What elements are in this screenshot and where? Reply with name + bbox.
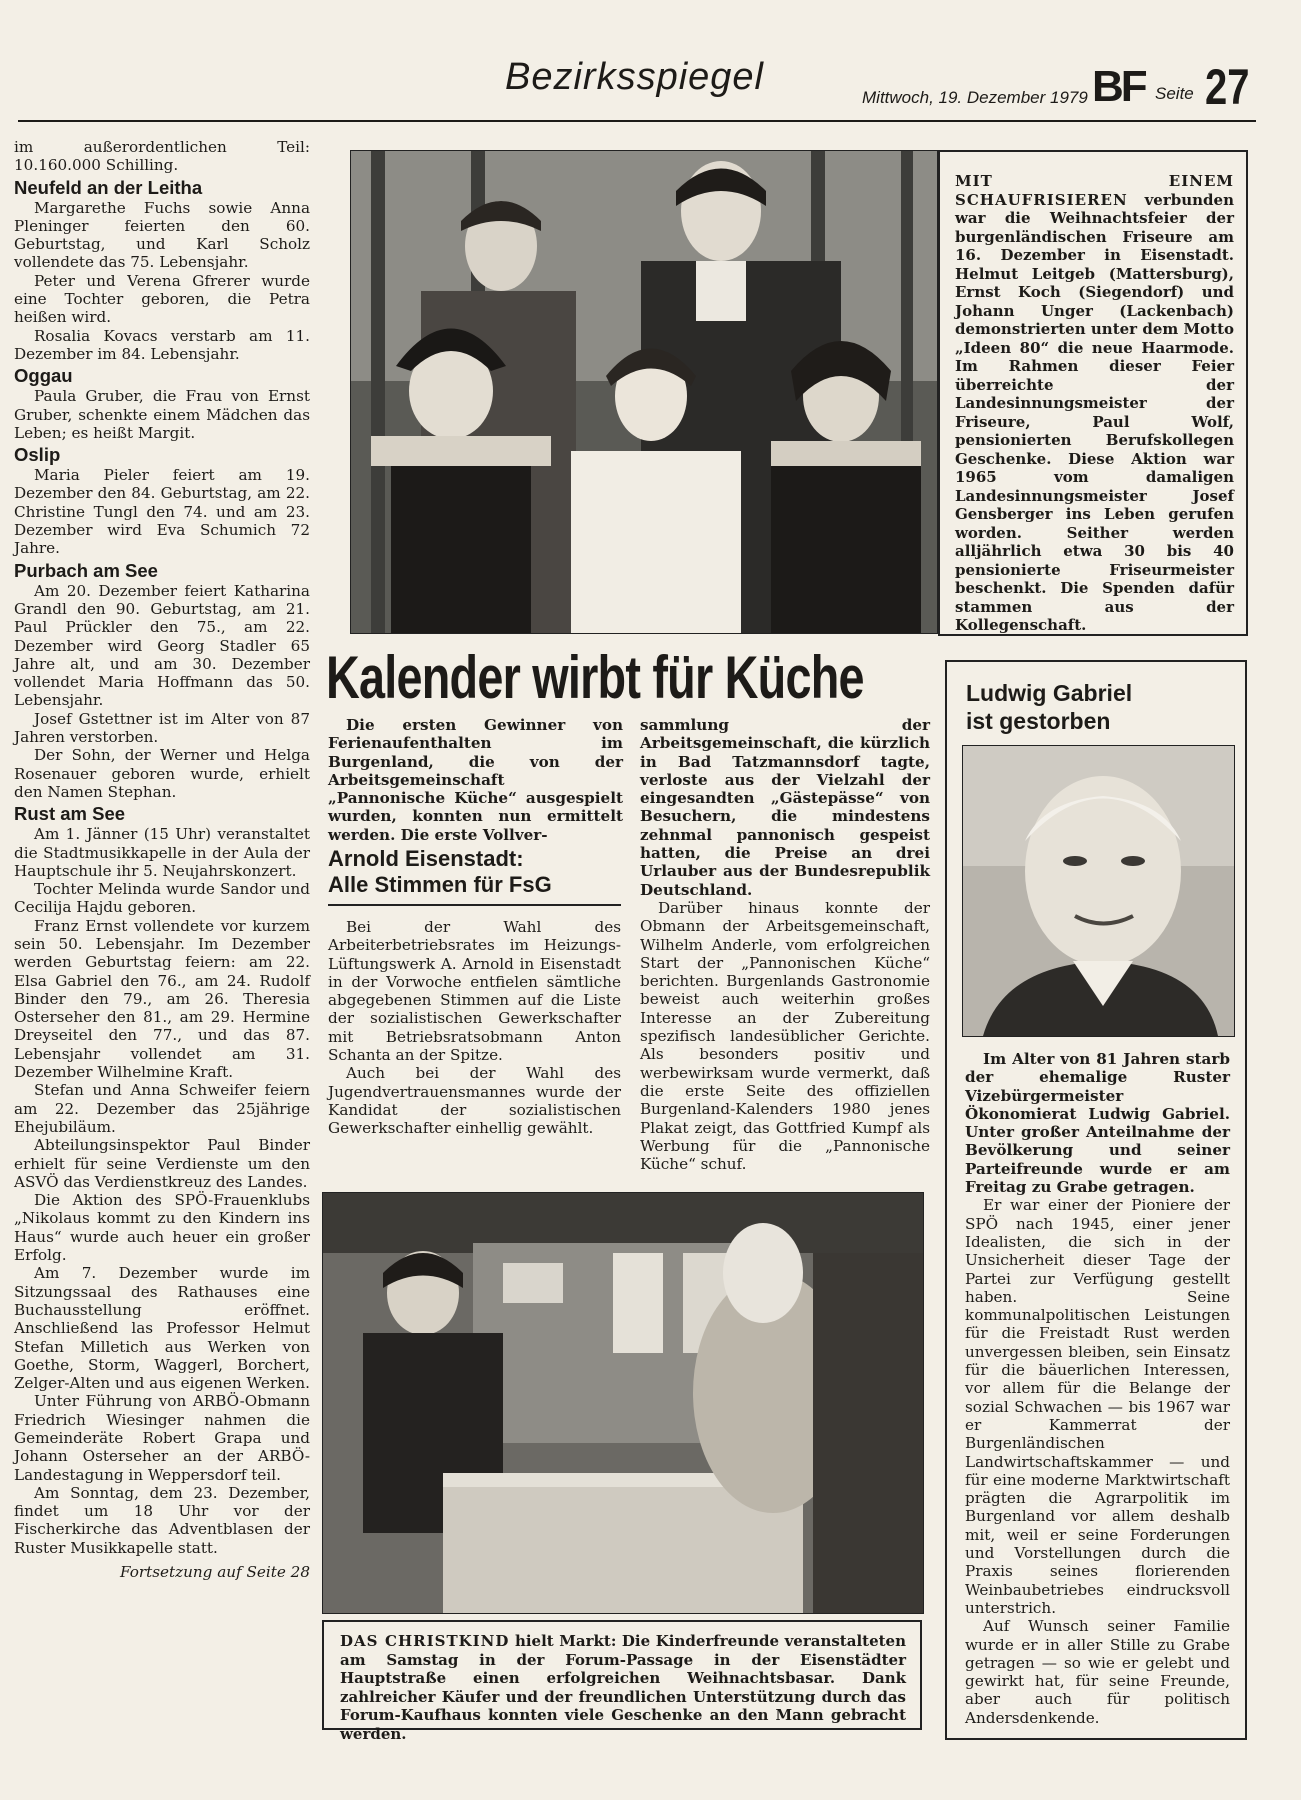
- kalender-lead-col1: [328, 716, 623, 844]
- portrait-photo: [962, 745, 1235, 1037]
- heading-rust: Rust am See: [14, 803, 126, 825]
- heading-neufeld: Neufeld an der Leitha: [14, 176, 203, 198]
- left-intro: im außerordentlichen Teil: 10.160.000 Schilling.: [14, 138, 310, 175]
- continuation-note: Fortsetzung auf Seite 28: [120, 1563, 310, 1582]
- newspaper-logo: BF: [1092, 62, 1145, 111]
- friseur-caption-box: [938, 150, 1248, 636]
- arnold-headline: [328, 846, 628, 898]
- christkind-photo-image: [323, 1193, 923, 1613]
- portrait-photo-image: [963, 746, 1234, 1036]
- header-rule: [18, 120, 1256, 122]
- page-label: Seite: [1155, 84, 1194, 103]
- paragraph: Am Sonntag, dem 23. Dezember, findet um 18 Uhr vor der Fischerkirche das Adventblasen der Ruster Musikkapelle statt.: [14, 1483, 310, 1557]
- obituary-headline-line2: ist gestorben: [966, 708, 1111, 734]
- caption-lead: MIT EINEM SCHAUFRISIEREN: [955, 172, 1234, 209]
- paragraph: Bei der Wahl des Arbeiterbetriebsrates im Heizungs-Lüftungswerk A. Arnold in Eisenstadt in der Vorwoche entfielen sämtliche abgegebenen Stimmen auf die Liste der sozialistischen Gewerkschafter mit Betriebsratsobmann Anton Schanta an der Spitze.: [328, 918, 621, 1065]
- paragraph: Am 20. Dezember feiert Katharina Grandl den 90. Geburtstag, am 21. Paul Prückler den 75., am 22. Dezember wird Georg Stadler 65 Jahre alt, und am 30. Dezember vollendet Maria Hoffmann das 50. Lebensjahr.: [14, 581, 310, 710]
- arnold-headline-line2: Alle Stimmen für FsG: [328, 872, 552, 897]
- paragraph: Tochter Melinda wurde Sandor und Cecilija Hajdu geboren.: [14, 880, 310, 917]
- local-news-column: [14, 138, 310, 1581]
- paragraph: Auf Wunsch seiner Familie wurde er in aller Stille zu Grabe getragen — so wie er gelebt und gewirkt hat, für seine Freunde, aber auch für politisch Andersdenkende.: [965, 1617, 1230, 1727]
- obituary-lead: Im Alter von 81 Jahren starb der ehemalige Ruster Vizebürgermeister Ökonomierat Ludwig Gabriel. Unter großer Anteilnahme der Bevölkerung und seiner Parteifreunde wurde er am Freitag zu Grabe getragen.: [965, 1050, 1230, 1197]
- paragraph: Am 1. Jänner (15 Uhr) veranstaltet die Stadtmusikkapelle in der Aula der Hauptschule ihr 5. Neujahrskonzert.: [14, 825, 310, 880]
- kalender-lead-text: Die ersten Gewinner von Ferienaufenthalten im Burgenland, die von der Arbeitsgemeinschaft „Pannonische Küche“ ausgespielt wurden, konnten nun ermittelt werden. Die erste Vollver-: [328, 716, 623, 844]
- paragraph: Unter Führung von ARBÖ-Obmann Friedrich Wiesinger nahmen die Gemeinderäte Robert Grapa und Johann Osterseher an der ARBÖ-Landestagung in Weppersdorf teil.: [14, 1392, 310, 1484]
- page-number: 27: [1205, 59, 1250, 115]
- paragraph: Stefan und Anna Schweifer feiern am 22. Dezember das 25jährige Ehejubiläum.: [14, 1081, 310, 1136]
- paragraph: Er war einer der Pioniere der SPÖ nach 1945, einer jener Idealisten, die sich in der Unsicherheit dieser Tage der Partei zur Verfügung gestellt haben. Seine kommunalpolitischen Leistungen für die Freistadt Rust werden unvergessen bleiben, sein Einsatz für die bäuerlichen Interessen, vor allem für die Belange der sozial Schwachen — bis 1967 war er Kammerrat der Burgenländischen Landwirtschaftskammer — und für eine moderne Marktwirtschaft prägten die Agrarpolitik im Burgenland vor allem deshalb mit, weil er seine Forderungen und Vorstellungen durch die Praxis seines florierenden Weinbaubetriebes eindrucksvoll unterstrich.: [965, 1196, 1230, 1617]
- paragraph: Peter und Verena Gfrerer wurde eine Tochter geboren, die Petra heißen wird.: [14, 271, 310, 327]
- friseur-photo: [350, 150, 938, 634]
- paragraph: Rosalia Kovacs verstarb am 11. Dezember im 84. Lebensjahr.: [14, 326, 310, 363]
- paragraph: Margarethe Fuchs sowie Anna Pleninger feierten den 60. Geburtstag, und Karl Scholz vollendete das 75. Lebensjahr.: [14, 198, 310, 272]
- paragraph: Franz Ernst vollendete vor kurzem sein 50. Lebensjahr. Im Dezember werden Geburtstag feiern: am 22. Elsa Gabriel den 76., am 24. Rudolf Binder den 79., am 26. Theresia Osterseher den 81., am 29. Hermine Dreyseitel den 77., und das 87. Lebensjahr vollendet am 31. Dezember Wilhelmine Kraft.: [14, 916, 310, 1082]
- issue-date: Mittwoch, 19. Dezember 1979: [862, 88, 1088, 107]
- obituary-headline-line1: Ludwig Gabriel: [966, 680, 1133, 706]
- friseur-photo-image: [351, 151, 937, 633]
- paragraph: Maria Pieler feiert am 19. Dezember den 84. Geburtstag, am 22. Christine Tungl den 74. und am 23. Dezember wird Eva Schumich 72 Jahre.: [14, 466, 310, 558]
- arnold-headline-line1: Arnold Eisenstadt:: [328, 846, 524, 871]
- paragraph: Am 7. Dezember wurde im Sitzungssaal des Rathauses eine Buchausstellung eröffnet. Anschließend las Professor Helmut Stefan Milletich aus Werken von Goethe, Storm, Waggerl, Borchert, Zelger-Alten und aus eigenen Werken.: [14, 1264, 310, 1393]
- paragraph: Paula Gruber, die Frau von Ernst Gruber, schenkte einem Mädchen das Leben; es heißt Margit.: [14, 387, 310, 442]
- paragraph: Josef Gstettner ist im Alter von 87 Jahren verstorben.: [14, 709, 310, 747]
- obituary-headline: [966, 679, 1132, 735]
- obituary-article: [965, 1050, 1230, 1727]
- heading-oggau: Oggau: [14, 365, 73, 387]
- paragraph: Darüber hinaus konnte der Obmann der Arbeitsgemeinschaft, Wilhelm Anderle, vom erfolgreichen Start der „Pannonischen Küche“ berichten. Burgenlands Gastronomie beweist auch weiterhin großes Interesse an der Zubereitung spezifisch landesüblicher Gerichte. Als besonders positiv und werbewirksam wurde vermerkt, daß die erste Seite des offiziellen Burgenland-Kalenders 1980 jenes Plakat zeigt, das Gottfried Kumpf als Werbung für die „Pannonische Küche“ schuf.: [640, 898, 930, 1174]
- arnold-rule: [328, 904, 621, 906]
- heading-purbach: Purbach am See: [14, 559, 158, 581]
- paragraph: Der Sohn, der Werner und Helga Rosenauer geboren wurde, erhielt den Namen Stephan.: [14, 746, 310, 801]
- paragraph: Auch bei der Wahl des Jugendvertrauensmannes wurde der Kandidat der sozialistischen Gewerkschafter einhellig gewählt.: [328, 1064, 621, 1138]
- paragraph: Die Aktion des SPÖ-Frauenklubs „Nikolaus kommt zu den Kindern ins Haus“ wurde auch heuer ein großer Erfolg.: [14, 1191, 310, 1265]
- arnold-article: [328, 918, 621, 1138]
- kalender-lead-continued: sammlung der Arbeitsgemeinschaft, die kürzlich in Bad Tatzmannsdorf tagte, verloste aus der Vielzahl der eingesandten „Gästepässe“ von Besuchern, die mindestens zehnmal pannonisch gespeist hatten, die Preise an drei Urlauber aus der Bundesrepublik Deutschland.: [640, 716, 930, 899]
- heading-oslip: Oslip: [14, 444, 61, 466]
- caption-text: verbunden war die Weihnachtsfeier der burgenländischen Friseure am 16. Dezember in Eisenstadt. Helmut Leitgeb (Mattersburg), Ernst Koch (Siegendorf) und Johann Unger (Lackenbach) demonstrierten unter dem Motto „Ideen 80“ die neue Haarmode. Im Rahmen dieser Feier überreichte der Landesinnungsmeister der Friseure, Paul Wolf, pensionierten Berufskollegen Geschenke. Diese Aktion war 1965 vom damaligen Landesinnungsmeister Josef Gensberger ins Leben gerufen worden. Seither werden alljährlich etwa 30 bis 40 pensionierte Friseurmeister beschenkt. Die Spenden dafür stammen aus der Kollegenschaft.: [955, 190, 1234, 634]
- christkind-caption-box: [322, 1620, 922, 1743]
- kalender-headline: Kalender wirbt für Küche: [326, 644, 864, 711]
- christkind-photo: [322, 1192, 924, 1614]
- caption-text: hielt Markt: Die Kinderfreunde veranstalteten am Samstag in der Forum-Passage in der Eisenstädter Hauptstraße einen erfolgreichen Weihnachtsbasar. Dank zahlreicher Käufer und der freundlichen Unterstützung durch das Forum-Kaufhaus konnten viele Geschenke an den Mann gebracht werden.: [340, 1632, 906, 1743]
- kalender-col2: [640, 716, 930, 1173]
- paragraph: Abteilungsinspektor Paul Binder erhielt für seine Verdienste um den ASVÖ das Verdienstkreuz des Landes.: [14, 1136, 310, 1191]
- caption-lead: DAS CHRISTKIND: [340, 1632, 510, 1650]
- section-title: Bezirksspiegel: [505, 56, 764, 98]
